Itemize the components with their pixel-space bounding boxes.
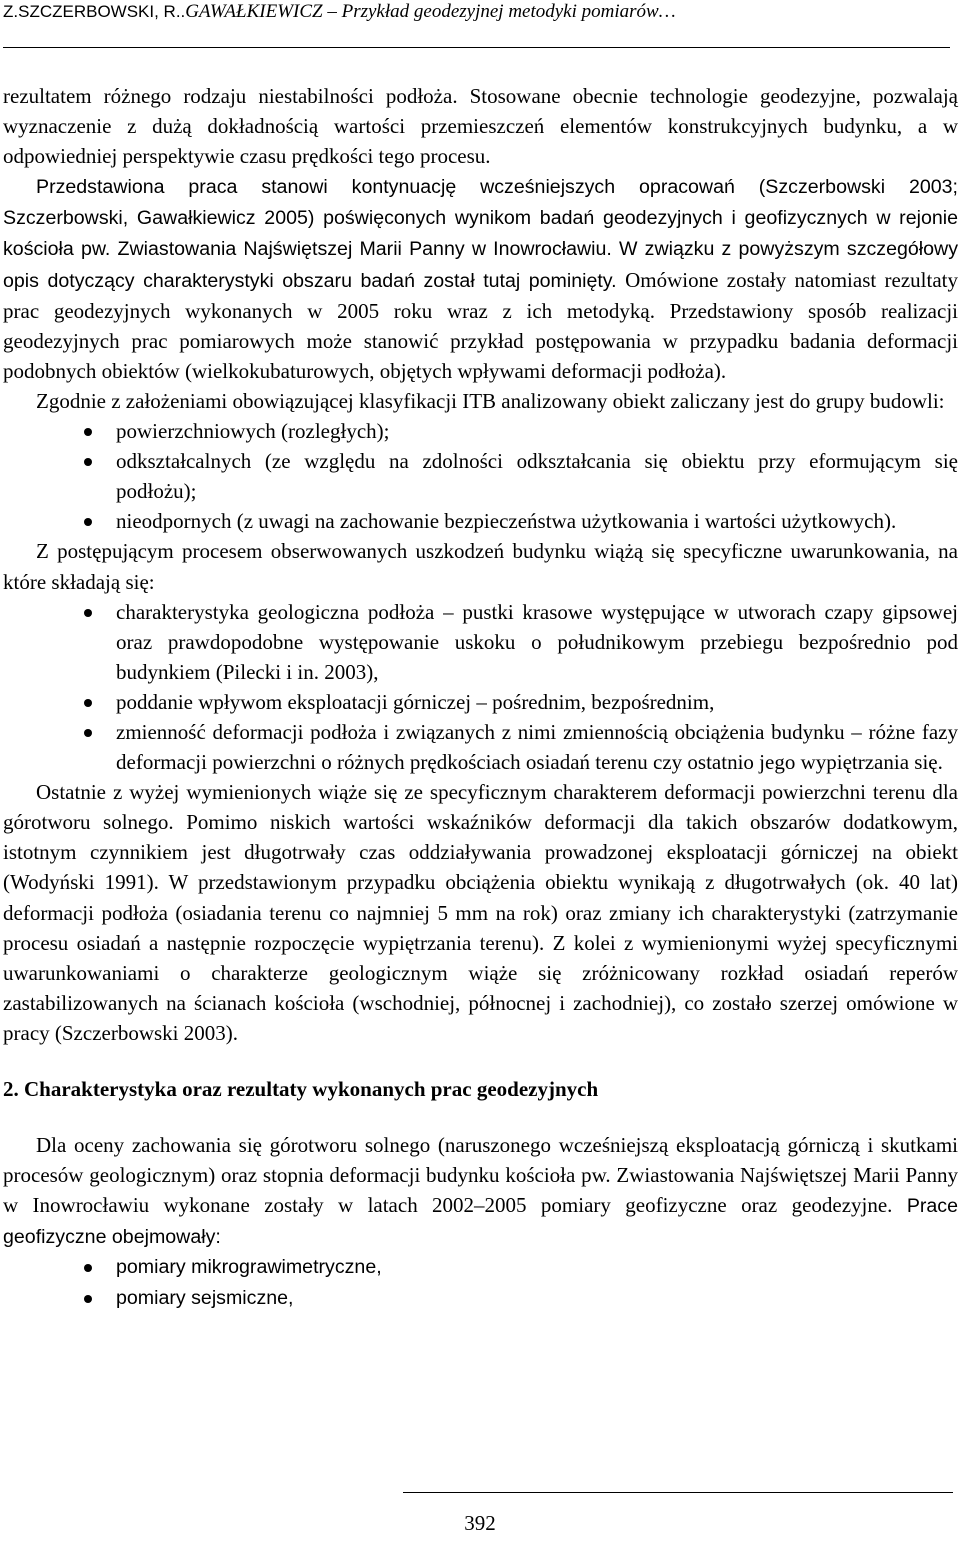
list-item [116,597,958,687]
bullet-icon [84,609,92,617]
bullet-icon [84,518,92,526]
list-item-text: nieodpornych (z uwagi na zachowanie bezpieczeństwa użytkowania i wartości użytkowych). [116,509,897,534]
running-header [3,0,953,24]
paragraph-2 [3,171,958,386]
body-text [3,81,958,1313]
paragraph-1-text-a: rezultatem różnego rodzaju niestabilności podłoża. [3,84,470,108]
list-geophysical-works [3,1252,958,1312]
paragraph-2-text-b: Omówione zostały natomiast rezultaty prac geodezyjnych wykonanych w 2005 roku wraz z ich metodyką. Przedstawiony sposób realizacji geodezyjnych prac pomiarowych może stanowić przykład postępowania w przypadku badania deformacji podobnych obiektów (wielkokubaturowych, objętych wpływami deformacji podłoża). [3,267,958,383]
list-item [116,1252,958,1282]
paragraph-2-text-a: Przedstawiona praca stanowi kontynuację wcześniejszych opracowań (Szczerbowski 2003; Szczerbowski, Gawałkiewicz 2005) poświęconych wynikom badań geodezyjnych i geofizycznych w rejonie kościoła pw. Zwiastowania Najświętszej Marii Panny w Inowrocławiu. W związku z powyższym szczegółowy opis dotyczący charakterystyki obszaru badań został tutaj pominięty. [3,176,958,292]
list-item-text: charakterystyka geologiczna podłoża – pustki krasowe występujące w utworach czapy gipsowej oraz prawdopodobne występowanie uskoku o południkowym przebiegu bezpośrednio pod budynkiem (Pilecki i in. 2003), [116,599,958,684]
bullet-icon [84,699,92,707]
list-conditions [3,597,958,778]
list-item [116,416,958,446]
bullet-icon [84,1264,92,1272]
bullet-icon [84,458,92,466]
bullet-icon [84,1295,92,1303]
list-item [116,687,958,717]
header-rule [3,47,950,48]
paragraph-4: Z postępującym procesem obserwowanych uszkodzeń budynku wiążą się specyficzne uwarunkowania, na które składają się: [3,539,958,594]
list-item-text: odkształcalnych (ze względu na zdolności odkształcania się obiektu przy eformującym się podłożu); [116,449,958,504]
list-item [116,506,958,536]
paragraph-5: Ostatnie z wyżej wymienionych wiąże się ze specyficznym charakterem deformacji powierzchni terenu dla górotworu solnego. Pomimo niskich wartości wskaźników deformacji dla takich obszarów dodatkowym, istotnym czynnikiem jest długotrwały czas oddziaływania prowadzonej eksploatacji górniczej na obiekt (Wodyński 1991). W przedstawionym przypadku obciążenia obiektu wynikają z długotrwałych (ok. 40 lat) deformacji podłoża (osiadania terenu co najmniej 5 mm na rok) oraz zmiany ich charakterystyki (zatrzymanie procesu osiadań a następnie rozpoczęcie wypiętrzania terenu). Z kolei z wymienionymi wyżej specyficznymi uwarunkowaniami o charakterze geologicznym wiąże się zróżnicowany rozkład osiadań reperów zastabilizowanych na ścianach kościoła (wschodniej, północnej i zachodniej), co zostało szerzej omówione w pracy (Szczerbowski 2003). [3,780,958,1045]
bullet-icon [84,428,92,436]
paragraph-6-text: Dla oceny zachowania się górotworu solnego (naruszonego wcześniejszą eksploatacją górniczą i skutkami procesów geologicznym) oraz stopnia deformacji budynku kościoła pw. Zwiastowania Najświętszej Marii Panny w Inowrocławiu wykonane zostały w latach 2002–2005 pomiary geofizyczne oraz geodezyjne. [3,1133,958,1218]
list-item-text: poddanie wpływom eksploatacji górniczej – pośrednim, bezpośrednim, [116,689,715,714]
list-item-text: powierzchniowych (rozległych); [116,419,390,444]
paragraph-3: Zgodnie z założeniami obowiązującej klasyfikacji ITB analizowany obiekt zaliczany jest do grupy budowli: [36,388,945,413]
footer-rule [403,1492,953,1493]
header-title: GAWAŁKIEWICZ – Przykład geodezyjnej metodyki pomiarów… [185,1,676,22]
paragraph-1-text-b: Stosowane obecnie technologie geodezyjne, pozwalają wyznaczenie z dużą dokładnością wartości przemieszczeń elementów konstrukcyjnych budynku, a w odpowiedniej perspektywie czasu prędkości tego procesu. [3,84,958,169]
bullet-icon [84,729,92,737]
list-item [116,446,958,506]
list-item [116,717,958,777]
header-authors: Z.SZCZERBOWSKI, R.. [3,2,186,21]
list-item-text: pomiary sejsmiczne, [116,1286,294,1309]
paragraph-6 [3,1130,958,1252]
paragraph-1 [3,81,958,171]
list-item [116,1283,958,1313]
paragraph-6-text-sans: Prace geofizyczne obejmowały: [3,1195,958,1249]
list-item-text: zmienność deformacji podłoża i związanych z nimi zmiennością obciążenia budynku – różne fazy deformacji powierzchni o różnych prędkościach osiadań terenu czy ostatnio jego wypiętrzania się. [116,719,958,775]
page-number: 392 [464,1511,496,1535]
section-heading: 2. Charakterystyka oraz rezultaty wykonanych prac geodezyjnych [3,1077,599,1101]
list-item-text: pomiary mikrograwimetryczne, [116,1256,382,1279]
list-building-groups [3,416,958,536]
